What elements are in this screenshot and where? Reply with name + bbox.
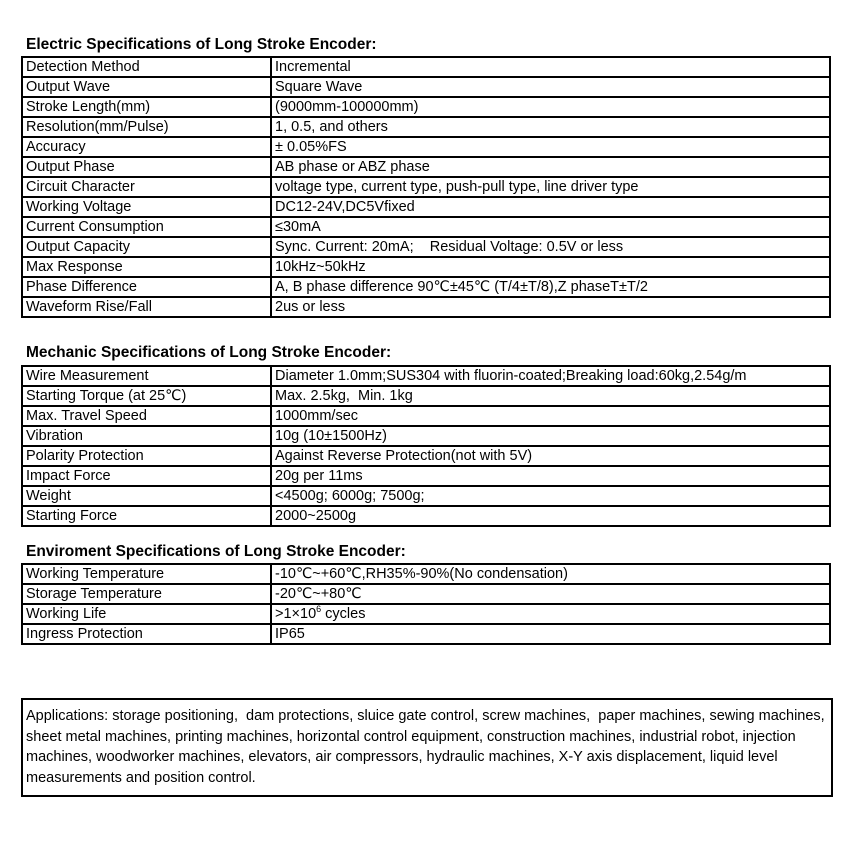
table-row — [22, 584, 830, 604]
table-row — [22, 366, 830, 386]
spec-label: Polarity Protection — [22, 446, 271, 466]
spec-value: -20℃~+80℃ — [271, 584, 830, 604]
spec-label: Accuracy — [22, 137, 271, 157]
spec-label: Starting Force — [22, 506, 271, 526]
table-row — [22, 197, 830, 217]
spec-label: Starting Torque (at 25℃) — [22, 386, 271, 406]
table-row — [22, 57, 830, 77]
spec-value: 1000mm/sec — [271, 406, 830, 426]
spec-label: Storage Temperature — [22, 584, 271, 604]
table-row — [22, 217, 830, 237]
spec-value: 20g per 11ms — [271, 466, 830, 486]
mechanic-section-title: Mechanic Specifications of Long Stroke Encoder: — [26, 344, 392, 361]
spec-label: Stroke Length(mm) — [22, 97, 271, 117]
electric-section-title: Electric Specifications of Long Stroke Encoder: — [26, 36, 377, 53]
table-row — [22, 506, 830, 526]
spec-value: 1, 0.5, and others — [271, 117, 830, 137]
spec-label: Working Voltage — [22, 197, 271, 217]
spec-label: Output Wave — [22, 77, 271, 97]
spec-value: IP65 — [271, 624, 830, 644]
spec-value: <4500g; 6000g; 7500g; — [271, 486, 830, 506]
table-row — [22, 466, 830, 486]
spec-value: voltage type, current type, push-pull type, line driver type — [271, 177, 830, 197]
spec-value: Incremental — [271, 57, 830, 77]
table-row — [22, 157, 830, 177]
spec-label: Output Phase — [22, 157, 271, 177]
spec-value: (9000mm-100000mm) — [271, 97, 830, 117]
table-row — [22, 406, 830, 426]
spec-label: Max Response — [22, 257, 271, 277]
table-row — [22, 486, 830, 506]
spec-label: Circuit Character — [22, 177, 271, 197]
spec-label: Max. Travel Speed — [22, 406, 271, 426]
spec-value: A, B phase difference 90℃±45℃ (T/4±T/8),Z phaseT±T/2 — [271, 277, 830, 297]
spec-label: Resolution(mm/Pulse) — [22, 117, 271, 137]
spec-label: Detection Method — [22, 57, 271, 77]
table-row — [22, 97, 830, 117]
applications-box: Applications: storage positioning, dam protections, sluice gate control, screw machines, paper machines, sewing machines, sheet metal machines, printing machines, horizontal control equipment, construction machines, industrial robot, injection machines, woodworker machines, elevators, air compressors, hydraulic machines, X-Y axis displacement, liquid level measurements and position control. — [21, 698, 833, 797]
spec-value: 10g (10±1500Hz) — [271, 426, 830, 446]
table-row — [22, 604, 830, 624]
spec-value: Square Wave — [271, 77, 830, 97]
spec-value: Diameter 1.0mm;SUS304 with fluorin-coated;Breaking load:60kg,2.54g/m — [271, 366, 830, 386]
spec-label: Waveform Rise/Fall — [22, 297, 271, 317]
table-row — [22, 426, 830, 446]
environment-spec-table — [21, 563, 831, 645]
spec-value: Against Reverse Protection(not with 5V) — [271, 446, 830, 466]
spec-value: Max. 2.5kg, Min. 1kg — [271, 386, 830, 406]
spec-label: Impact Force — [22, 466, 271, 486]
table-row — [22, 77, 830, 97]
spec-label: Phase Difference — [22, 277, 271, 297]
spec-label: Output Capacity — [22, 237, 271, 257]
table-row — [22, 446, 830, 466]
spec-value: AB phase or ABZ phase — [271, 157, 830, 177]
spec-label: Vibration — [22, 426, 271, 446]
spec-label: Wire Measurement — [22, 366, 271, 386]
spec-value: -10℃~+60℃,RH35%-90%(No condensation) — [271, 564, 830, 584]
spec-value: 2000~2500g — [271, 506, 830, 526]
table-row — [22, 137, 830, 157]
mechanic-spec-table — [21, 365, 831, 527]
spec-value: 2us or less — [271, 297, 830, 317]
spec-value: ≤30mA — [271, 217, 830, 237]
spec-label: Current Consumption — [22, 217, 271, 237]
spec-label: Ingress Protection — [22, 624, 271, 644]
table-row — [22, 257, 830, 277]
table-row — [22, 386, 830, 406]
spec-value — [271, 604, 830, 624]
table-row — [22, 177, 830, 197]
table-row — [22, 117, 830, 137]
table-row — [22, 237, 830, 257]
table-row — [22, 564, 830, 584]
spec-value: ± 0.05%FS — [271, 137, 830, 157]
working-life-prefix: >1×10 — [275, 606, 317, 622]
spec-value: DC12-24V,DC5Vfixed — [271, 197, 830, 217]
spec-label: Working Temperature — [22, 564, 271, 584]
exponent: 6 — [316, 604, 322, 614]
working-life-suffix: cycles — [321, 606, 366, 622]
spec-value: 10kHz~50kHz — [271, 257, 830, 277]
spec-label: Working Life — [22, 604, 271, 624]
environment-section-title: Enviroment Specifications of Long Stroke Encoder: — [26, 543, 406, 560]
spec-value: Sync. Current: 20mA; Residual Voltage: 0.5V or less — [271, 237, 830, 257]
table-row — [22, 624, 830, 644]
spec-label: Weight — [22, 486, 271, 506]
electric-spec-table — [21, 56, 831, 318]
table-row — [22, 297, 830, 317]
table-row — [22, 277, 830, 297]
